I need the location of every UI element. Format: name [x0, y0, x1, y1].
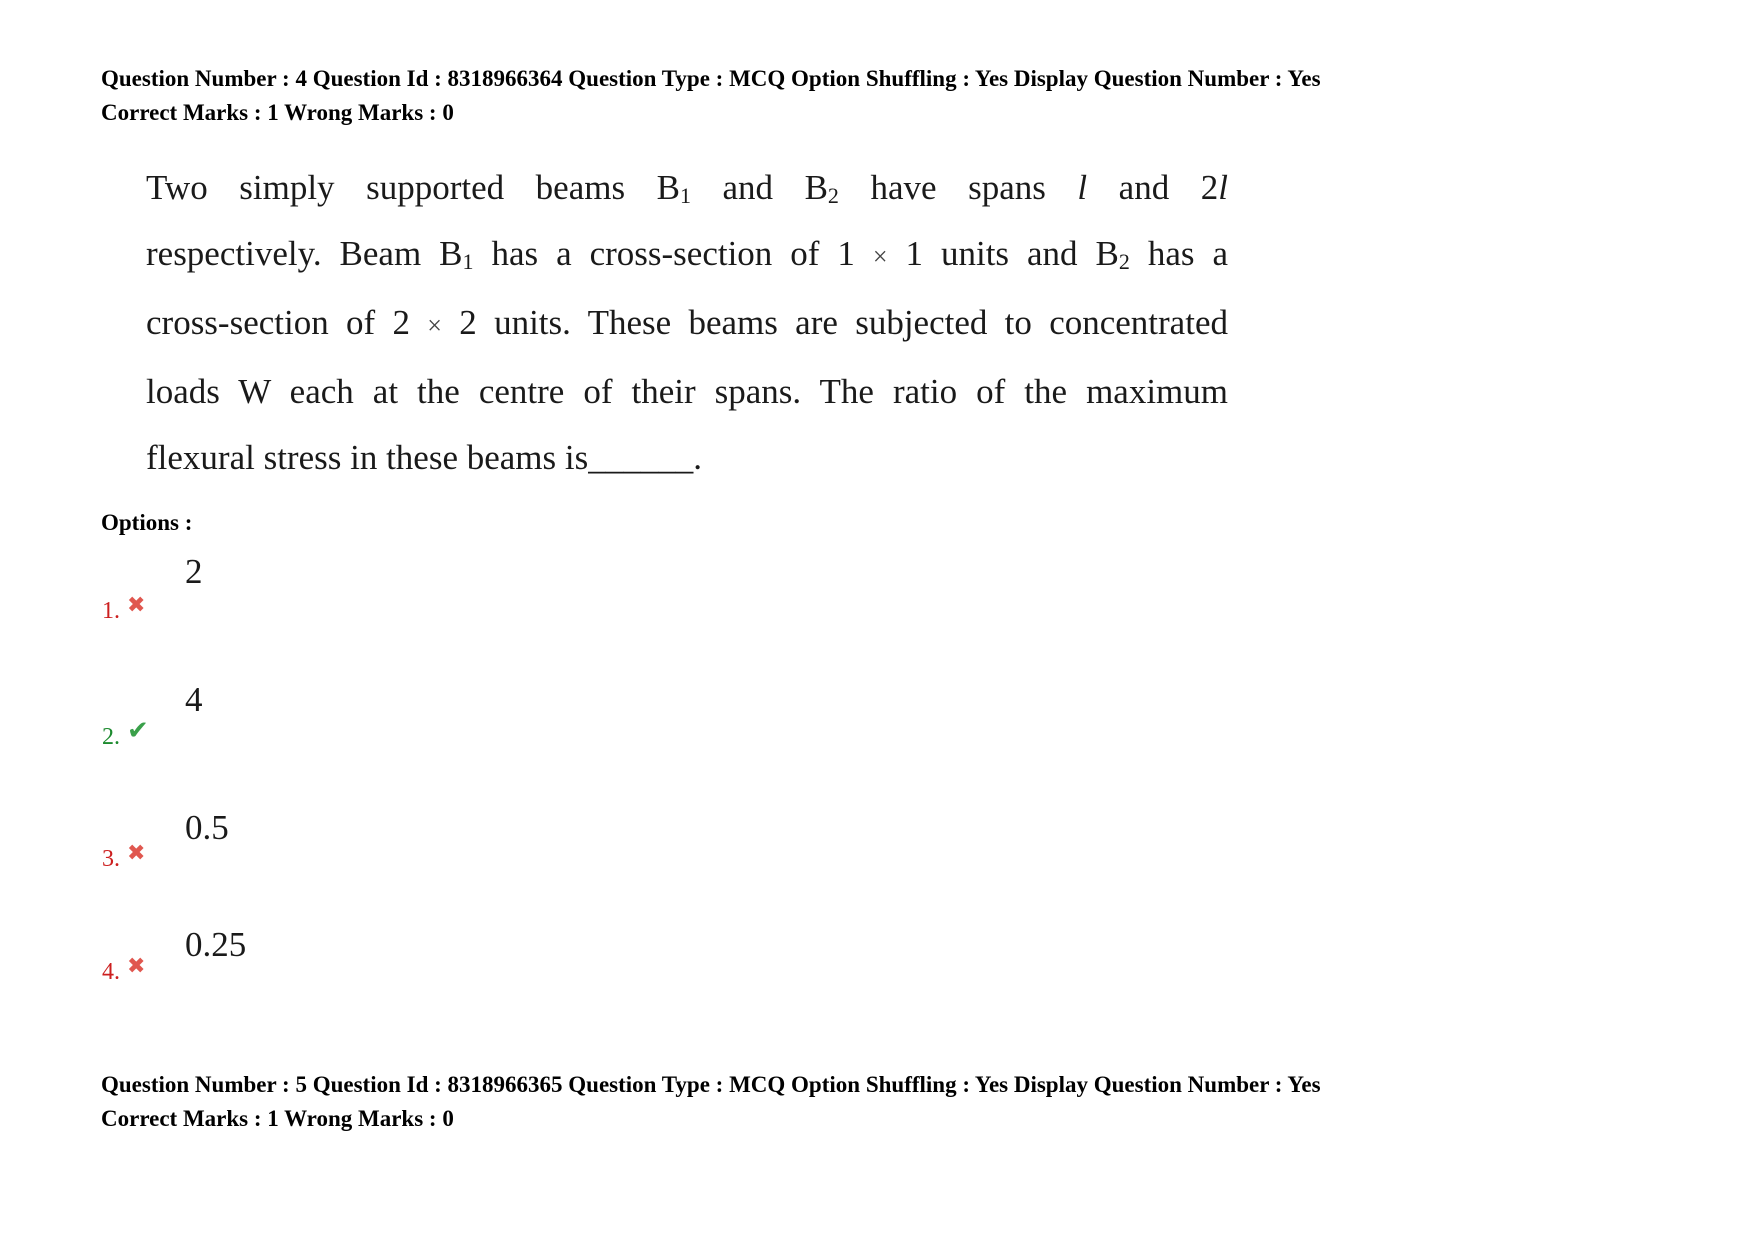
option-1 [101, 552, 501, 632]
option-value: 4 [185, 680, 203, 719]
option-value: 2 [185, 552, 203, 591]
question-4-header [101, 62, 1321, 130]
question-5-header [101, 1068, 1321, 1136]
option-number: 2. [102, 724, 120, 750]
question-5-marks: Correct Marks : 1 Wrong Marks : 0 [101, 1106, 454, 1131]
question-4-text [146, 155, 1228, 491]
option-number: 4. [102, 959, 120, 985]
option-value: 0.5 [185, 808, 229, 847]
cross-icon: ✖ [127, 841, 146, 866]
option-2 [101, 680, 501, 760]
option-3 [101, 808, 501, 888]
cross-icon: ✖ [127, 593, 146, 618]
question-text-line-3: cross-section of 2 × 2 units. These beams are subjected to concentrated [146, 303, 1228, 342]
option-number: 1. [102, 598, 120, 624]
options-label: Options : [101, 510, 193, 535]
question-text-line-5: flexural stress in these beams is______. [146, 438, 703, 477]
option-number: 3. [102, 846, 120, 872]
option-value: 0.25 [185, 925, 247, 964]
question-4-meta: Question Number : 4 Question Id : 8318966364 Question Type : MCQ Option Shuffling : Yes Display Question Number : Yes [101, 66, 1321, 91]
question-text-line-1: Two simply supported beams $B_1$ and $B_2$ have spans l and 2l [146, 168, 1228, 208]
question-text-line-2: respectively. Beam $B_1$ has a cross-section of 1 × 1 units and $B_2$ has a [146, 234, 1229, 274]
question-5-meta: Question Number : 5 Question Id : 8318966365 Question Type : MCQ Option Shuffling : Yes Display Question Number : Yes [101, 1072, 1321, 1097]
cross-icon: ✖ [127, 954, 146, 979]
check-icon: ✔ [127, 716, 149, 746]
option-4 [101, 925, 501, 1005]
question-4-marks: Correct Marks : 1 Wrong Marks : 0 [101, 100, 454, 125]
question-text-line-4: loads W each at the centre of their spans. The ratio of the maximum [146, 372, 1228, 411]
